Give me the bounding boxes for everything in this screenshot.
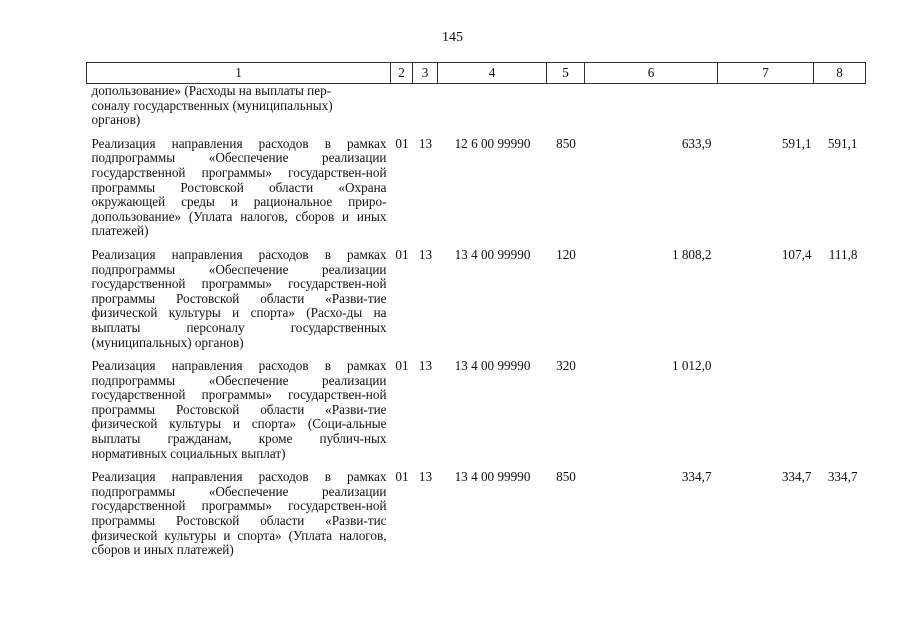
table-body (87, 84, 866, 567)
row-section-code: 01 (395, 135, 409, 151)
row-amount-1: 1 808,2 (671, 246, 712, 262)
row-expense-type: 850 (556, 135, 576, 151)
row-section-code: 01 (395, 246, 409, 262)
row-amount-3: 111,8 (828, 246, 858, 262)
row-description: Реализация направления расходов в рамках подпрограммы «Обеспечение реализации государственной программы» государствен-ной программы Ростовской области «Охрана окружающей среды и рациональное приро-допользование» (Уплата налогов, сборов и иных платежей) (91, 135, 387, 239)
row-amount-3: 334,7 (827, 469, 858, 485)
table-row (87, 248, 866, 359)
row-amount-3 (814, 359, 866, 470)
row-expense-type: 120 (556, 246, 576, 262)
column-header: 8 (814, 63, 866, 84)
row-description: допользование» (Расходы на выплаты пер- соналу государственных (муниципальных) органов) (91, 83, 333, 128)
row-subsection-code (413, 84, 438, 137)
table-row (87, 84, 866, 137)
row-target-article: 13 4 00 99990 (454, 469, 531, 485)
row-subsection-code: 13 (418, 246, 433, 262)
row-subsection-code: 13 (418, 358, 433, 374)
table-row (87, 470, 866, 567)
column-header: 5 (547, 63, 585, 84)
page-number: 145 (442, 30, 463, 45)
row-amount-1: 633,9 (681, 135, 712, 151)
row-amount-2: 107,4 (781, 246, 812, 262)
column-header: 3 (413, 63, 438, 84)
row-description: Реализация направления расходов в рамках подпрограммы «Обеспечение реализации государственной программы» государствен-ной программы Ростовской области «Разви-тие физической культуры и спорта» (Соци-альные выплаты гражданам, кроме публич-ных нормативных социальных выплат) (91, 358, 387, 461)
row-amount-1: 1 012,0 (671, 358, 712, 374)
row-section-code (391, 84, 413, 137)
row-expense-type: 320 (556, 358, 576, 374)
column-header: 7 (718, 63, 814, 84)
row-amount-2 (718, 359, 814, 470)
column-header: 6 (585, 63, 718, 84)
row-target-article: 13 4 00 99990 (454, 246, 531, 262)
table-row (87, 359, 866, 470)
table-header-row (87, 63, 866, 84)
row-description: Реализация направления расходов в рамках подпрограммы «Обеспечение реализации государственной программы» государствен-ной программы Ростовской области «Разви-тие физической культуры и спорта» (Расхо-ды на выплаты персоналу государственных (муниципальных) органов) (91, 246, 387, 350)
row-amount-3 (814, 84, 866, 137)
row-amount-2: 334,7 (781, 469, 812, 485)
row-amount-2: 591,1 (781, 135, 812, 151)
row-expense-type (547, 84, 585, 137)
row-section-code: 01 (395, 358, 409, 374)
row-amount-3: 591,1 (827, 135, 858, 151)
row-amount-1 (585, 84, 718, 137)
table-row (87, 137, 866, 248)
row-target-article (438, 84, 547, 137)
row-subsection-code: 13 (418, 469, 433, 485)
budget-table (86, 62, 866, 567)
row-amount-1: 334,7 (681, 469, 712, 485)
column-header: 1 (87, 63, 391, 84)
column-header: 2 (391, 63, 413, 84)
row-target-article: 12 6 00 99990 (454, 135, 531, 151)
row-description: Реализация направления расходов в рамках подпрограммы «Обеспечение реализации государственной программы» государствен-ной программы Ростовской области «Разви-тис физической культуры и спорта» (Уплата налогов, сборов и иных платежей) (91, 469, 387, 558)
row-amount-2 (718, 84, 814, 137)
row-target-article: 13 4 00 99990 (454, 358, 531, 374)
row-expense-type: 850 (556, 469, 576, 485)
column-header: 4 (438, 63, 547, 84)
row-section-code: 01 (395, 469, 409, 485)
row-subsection-code: 13 (418, 135, 433, 151)
